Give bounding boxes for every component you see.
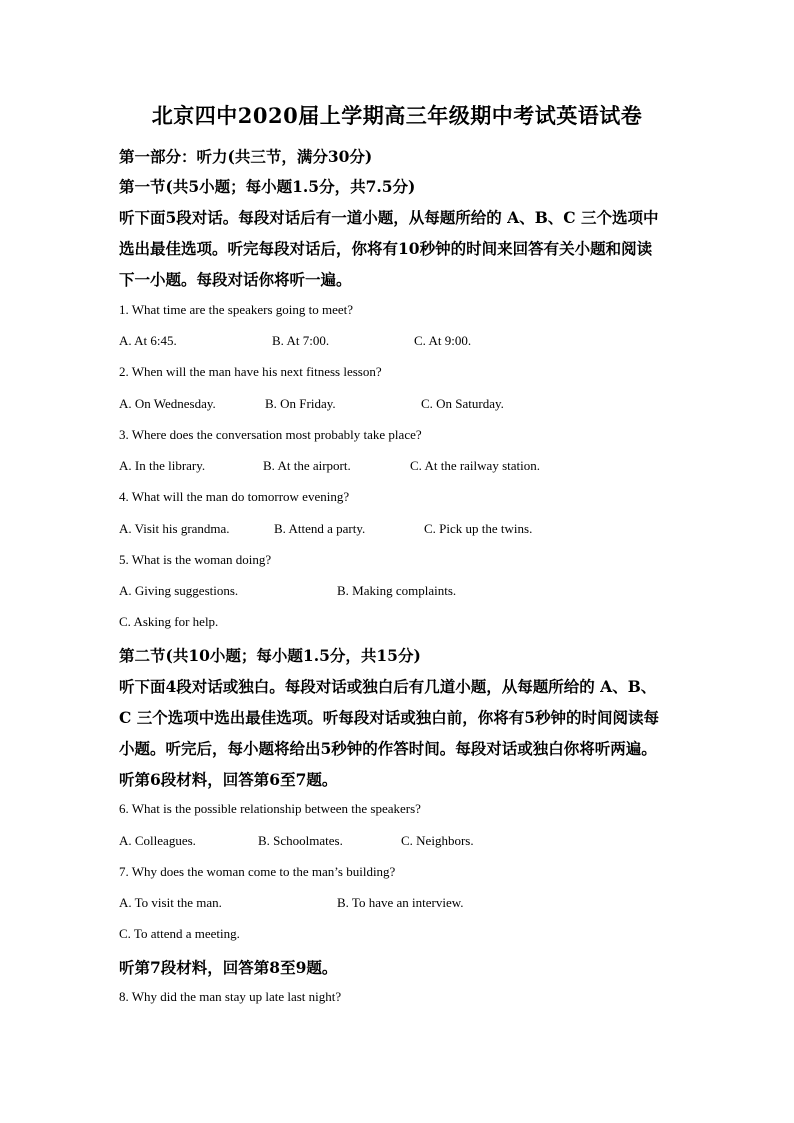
- question-7-option-b: B. To have an interview.: [337, 895, 464, 910]
- section1-instruction-line: 下一小题。每段对话你将听一遍。: [119, 270, 352, 289]
- question-2: 2. When will the man have his next fitness lesson?: [119, 364, 382, 379]
- question-1-option-c: C. At 9:00.: [414, 333, 472, 348]
- question-4: 4. What will the man do tomorrow evening?: [119, 489, 350, 504]
- question-5-option-c: C. Asking for help.: [119, 614, 219, 629]
- question-7: 7. Why does the woman come to the man’s building?: [119, 864, 396, 879]
- question-7-option-a: A. To visit the man.: [119, 895, 222, 910]
- section2-instruction-line: 小题。听完后，每小题将给出5秒钟的作答时间。每段对话或独白你将听两遍。: [119, 739, 657, 758]
- exam-title: 北京四中2020届上学期高三年级期中考试英语试卷: [151, 103, 643, 128]
- question-3-option-b: B. At the airport.: [263, 458, 351, 473]
- question-4-option-c: C. Pick up the twins.: [424, 521, 533, 536]
- question-2-option-a: A. On Wednesday.: [119, 396, 216, 411]
- question-6: 6. What is the possible relationship between the speakers?: [119, 801, 421, 816]
- question-5-option-a: A. Giving suggestions.: [119, 583, 239, 598]
- section2-instruction-line: 听下面4段对话或独白。每段对话或独白后有几道小题，从每题所给的 A、B、: [119, 677, 657, 696]
- question-3-option-a: A. In the library.: [119, 458, 206, 473]
- section1-instruction-line: 听下面5段对话。每段对话后有一道小题，从每题所给的 A、B、C 三个选项中: [119, 208, 659, 227]
- question-1-option-b: B. At 7:00.: [272, 333, 330, 348]
- section2-heading: 第二节(共10小题；每小题1.5分，共15分): [119, 646, 421, 665]
- question-1-option-a: A. At 6:45.: [119, 333, 177, 348]
- question-8: 8. Why did the man stay up late last night?: [119, 989, 342, 1004]
- material-7-heading: 听第7段材料，回答第8至9题。: [119, 958, 338, 977]
- question-6-option-b: B. Schoolmates.: [258, 833, 343, 848]
- section1-heading: 第一节(共5小题；每小题1.5分，共7.5分): [119, 177, 416, 196]
- question-1: 1. What time are the speakers going to meet?: [119, 302, 354, 317]
- question-6-option-c: C. Neighbors.: [401, 833, 474, 848]
- question-3-option-c: C. At the railway station.: [410, 458, 540, 473]
- material-6-heading: 听第6段材料，回答第6至7题。: [119, 770, 338, 789]
- question-2-option-b: B. On Friday.: [265, 396, 336, 411]
- part1-heading: 第一部分：听力(共三节，满分30分): [119, 147, 373, 166]
- question-4-option-b: B. Attend a party.: [274, 521, 366, 536]
- question-5-option-b: B. Making complaints.: [337, 583, 457, 598]
- question-2-option-c: C. On Saturday.: [421, 396, 504, 411]
- question-3: 3. Where does the conversation most probably take place?: [119, 427, 422, 442]
- question-4-option-a: A. Visit his grandma.: [119, 521, 230, 536]
- question-5: 5. What is the woman doing?: [119, 552, 272, 567]
- question-6-option-a: A. Colleagues.: [119, 833, 196, 848]
- question-7-option-c: C. To attend a meeting.: [119, 926, 240, 941]
- section1-instruction-line: 选出最佳选项。听完每段对话后，你将有10秒钟的时间来回答有关小题和阅读: [119, 239, 653, 258]
- section2-instruction-line: C 三个选项中选出最佳选项。听每段对话或独白前，你将有5秒钟的时间阅读每: [119, 708, 660, 727]
